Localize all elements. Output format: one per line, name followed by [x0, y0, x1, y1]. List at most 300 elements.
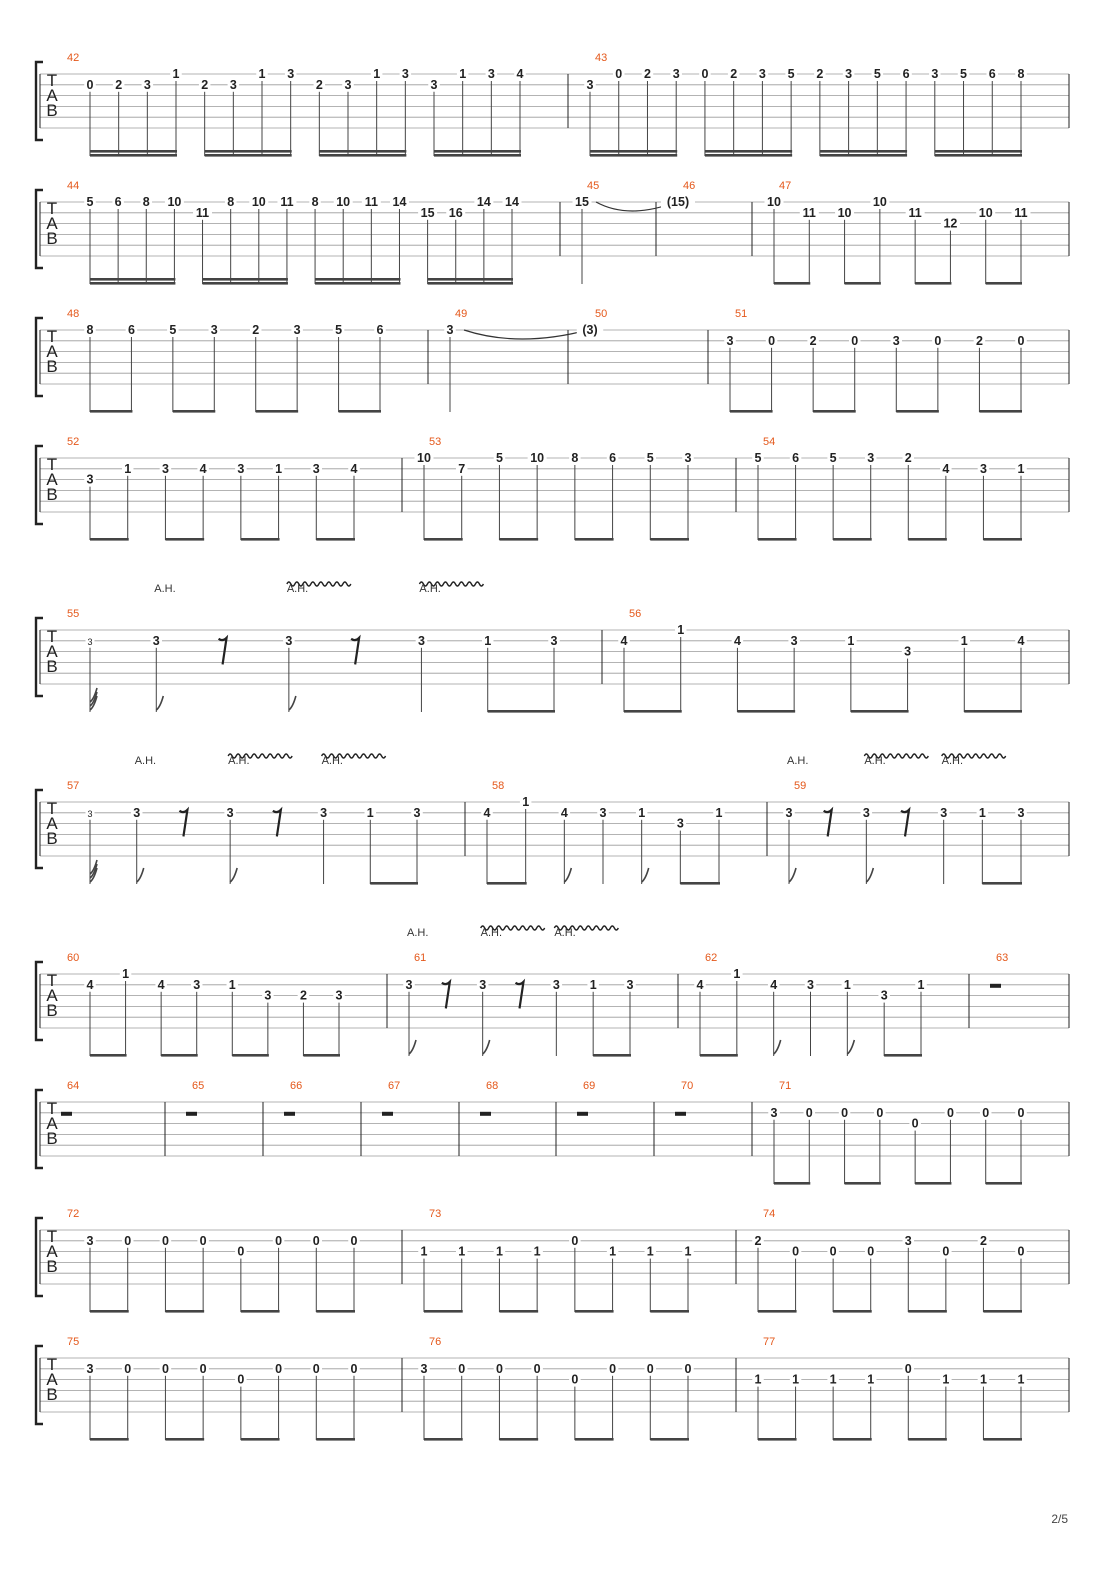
- fret-number: 1: [522, 795, 530, 809]
- fret-number: 10: [417, 451, 431, 465]
- note-flag: [642, 868, 649, 882]
- fret-number: 11: [280, 195, 294, 209]
- beam: [979, 410, 1022, 413]
- measure-number: 60: [67, 952, 80, 964]
- fret-number: 1: [458, 1244, 466, 1259]
- fret-number: 4: [483, 805, 491, 820]
- whole-rest: [284, 1112, 295, 1116]
- fret-number: 3: [1017, 805, 1025, 820]
- tab-clef-letter: A: [46, 342, 58, 361]
- fret-number: 0: [571, 1233, 579, 1248]
- beam: [256, 410, 298, 413]
- beam: [833, 1310, 872, 1313]
- fret-number: 1: [495, 1244, 503, 1259]
- fret-number: 3: [264, 988, 272, 1003]
- fret-number: 3: [335, 988, 343, 1003]
- fret-number: 1: [733, 967, 741, 981]
- fret-number: 3: [293, 323, 301, 337]
- tab-system: [36, 1336, 1069, 1441]
- beam: [434, 154, 521, 157]
- beam: [90, 410, 132, 413]
- tab-clef-letter: A: [46, 1242, 58, 1261]
- fret-number: 0: [615, 67, 623, 81]
- fret-number: 3: [867, 451, 875, 465]
- fret-number: 3: [287, 67, 295, 81]
- fret-number: 3: [193, 977, 201, 992]
- artificial-harmonic-label: A.H.: [419, 583, 441, 595]
- measure-number: 59: [794, 780, 807, 792]
- fret-number: 1: [754, 1372, 762, 1387]
- fret-number: 6: [609, 451, 617, 465]
- fret-number: 1: [646, 1244, 654, 1259]
- fret-number: 0: [495, 1361, 503, 1376]
- fret-number: 0: [237, 1372, 245, 1387]
- fret-number: 6: [902, 67, 910, 81]
- eighth-rest: [273, 810, 281, 837]
- beam: [915, 282, 951, 285]
- fret-number: 0: [161, 1361, 169, 1376]
- fret-number: 3: [979, 461, 987, 476]
- fret-number: 5: [829, 451, 837, 465]
- fret-number: 2: [252, 323, 260, 337]
- fret-number: 3: [626, 977, 634, 992]
- fret-number: 3: [312, 461, 320, 476]
- fret-number: 0: [911, 1116, 919, 1131]
- fret-number: 0: [982, 1105, 990, 1120]
- fret-number: 3: [586, 77, 594, 92]
- beam: [499, 538, 538, 541]
- artificial-harmonic-label: A.H.: [941, 755, 964, 767]
- fret-number: 14: [476, 195, 491, 209]
- beam: [488, 710, 555, 713]
- beam: [575, 1438, 614, 1441]
- fret-number: 0: [312, 1233, 320, 1248]
- beam: [203, 278, 288, 281]
- fret-number: 3: [161, 461, 169, 476]
- fret-number: 3: [892, 333, 900, 348]
- tab-system: [36, 308, 1069, 413]
- beam: [935, 150, 1022, 153]
- fret-number: 3: [446, 323, 454, 337]
- beam: [315, 282, 400, 285]
- fret-number: 1: [1017, 461, 1025, 476]
- beam: [884, 1054, 922, 1057]
- fret-number: 4: [199, 461, 207, 476]
- fret-number: 2: [979, 1233, 987, 1248]
- fret-number: 10: [251, 195, 266, 209]
- measure-number: 50: [595, 308, 608, 320]
- fret-number: 1: [609, 1244, 617, 1259]
- fret-number: 3: [405, 977, 413, 992]
- fret-number: 3: [420, 1361, 428, 1376]
- tab-clef-letter: B: [46, 229, 58, 248]
- fret-number: 3: [904, 1233, 912, 1248]
- beam: [90, 1438, 129, 1441]
- beam: [774, 1182, 810, 1185]
- fret-number: 4: [560, 805, 568, 820]
- whole-rest: [577, 1112, 588, 1116]
- measure-number: 57: [67, 780, 80, 792]
- note-flag: [156, 696, 163, 710]
- fret-number: 1: [677, 623, 685, 637]
- fret-number: 0: [161, 1233, 169, 1248]
- note-flag: [483, 1040, 490, 1054]
- measure-number: 55: [67, 608, 80, 620]
- fret-number: 0: [792, 1244, 800, 1259]
- tab-clef-letter: T: [46, 1227, 58, 1246]
- fret-number: 1: [124, 461, 132, 476]
- beam: [964, 710, 1022, 713]
- fret-number: 5: [169, 323, 177, 337]
- beam: [845, 282, 881, 285]
- fret-number: 0: [841, 1105, 849, 1120]
- fret-number: 7: [458, 461, 466, 476]
- fret-number: 0: [458, 1361, 466, 1376]
- beam: [428, 278, 513, 281]
- fret-number: 3: [413, 805, 421, 820]
- artificial-harmonic-label: A.H.: [787, 755, 809, 767]
- beam: [90, 1310, 129, 1313]
- fret-number: 1: [122, 967, 130, 981]
- fret-number: 1: [942, 1372, 950, 1387]
- beam: [705, 150, 792, 153]
- fret-number: 3: [344, 77, 352, 92]
- beam: [303, 1054, 340, 1057]
- beam: [908, 1438, 947, 1441]
- tab-system: [36, 436, 1069, 541]
- measure-number: 71: [779, 1080, 792, 1092]
- beam: [165, 1310, 204, 1313]
- fret-number: 0: [646, 1361, 654, 1376]
- tab-clef-letter: A: [46, 470, 58, 489]
- fret-number: 10: [872, 195, 887, 209]
- beam: [851, 710, 909, 713]
- fret-number: 10: [167, 195, 182, 209]
- note-flag: [137, 868, 144, 882]
- measure-number: 48: [67, 308, 80, 320]
- beam: [915, 1182, 951, 1185]
- tie-arc: [464, 330, 588, 339]
- fret-number: 1: [533, 1244, 541, 1259]
- artificial-harmonic-label: A.H.: [154, 583, 176, 595]
- beam: [590, 154, 677, 157]
- whole-rest: [675, 1112, 686, 1116]
- measure-number: 51: [735, 308, 748, 320]
- beam: [424, 1310, 463, 1313]
- beam: [165, 538, 204, 541]
- fret-number: 5: [646, 451, 654, 465]
- beam: [205, 154, 292, 157]
- fret-number: 14: [392, 195, 407, 209]
- beam: [730, 410, 773, 413]
- whole-rest: [480, 1112, 491, 1116]
- fret-number: 3: [684, 451, 692, 465]
- fret-number: 6: [376, 323, 384, 337]
- eighth-rest: [824, 810, 832, 837]
- tab-clef-letter: T: [46, 627, 58, 646]
- note-flag: [289, 696, 296, 710]
- tab-system: [36, 582, 1069, 713]
- fret-number: 3: [785, 805, 793, 820]
- beam: [316, 538, 355, 541]
- fret-number: 3: [87, 808, 93, 819]
- whole-rest: [382, 1112, 393, 1116]
- measure-number: 72: [67, 1208, 80, 1220]
- fret-number: 1: [258, 67, 266, 81]
- measure-number: 70: [681, 1080, 694, 1092]
- measure-number: 54: [763, 436, 776, 448]
- measure-number: 53: [429, 436, 442, 448]
- fret-number: 1: [638, 805, 646, 820]
- fret-number: 4: [157, 977, 165, 992]
- fret-number: 3: [880, 988, 888, 1003]
- fret-number: 4: [696, 977, 704, 992]
- fret-number: 3: [676, 816, 684, 831]
- fret-number: 0: [350, 1233, 358, 1248]
- fret-number: 3: [86, 1361, 94, 1376]
- beam: [908, 1310, 947, 1313]
- note-flag: [789, 868, 796, 882]
- beam: [90, 278, 175, 281]
- measure-number: 65: [192, 1080, 205, 1092]
- beam: [624, 710, 682, 713]
- beam: [575, 538, 614, 541]
- fret-number: 3: [599, 805, 607, 820]
- beam: [650, 1438, 689, 1441]
- tab-system: [36, 926, 1069, 1057]
- artificial-harmonic-label: A.H.: [134, 755, 157, 767]
- fret-number: 3: [143, 77, 151, 92]
- artificial-harmonic-label: A.H.: [286, 583, 309, 595]
- beam: [90, 150, 177, 153]
- beam: [986, 1182, 1022, 1185]
- beam: [982, 882, 1022, 885]
- tab-clef-letter: B: [46, 357, 58, 376]
- fret-number: 11: [908, 205, 922, 220]
- fret-number: 0: [934, 333, 942, 348]
- fret-number: 3: [430, 77, 438, 92]
- measure-number: 64: [67, 1080, 80, 1092]
- fret-number: 1: [829, 1372, 837, 1387]
- beam: [173, 410, 215, 413]
- fret-number: 3: [401, 67, 409, 81]
- tab-clef-letter: A: [46, 86, 58, 105]
- artificial-harmonic-label: A.H.: [228, 755, 250, 767]
- whole-rest: [61, 1112, 72, 1116]
- fret-number: 4: [942, 461, 950, 476]
- beam: [774, 282, 810, 285]
- beam: [205, 150, 292, 153]
- fret-number: 6: [988, 67, 996, 81]
- tab-clef-letter: T: [46, 71, 58, 90]
- fret-number: 12: [943, 216, 958, 231]
- measure-number: 45: [587, 180, 600, 192]
- fret-number: 3: [904, 644, 912, 659]
- eighth-rest: [351, 638, 359, 665]
- fret-number: 4: [733, 633, 741, 648]
- measure-number: 58: [492, 780, 505, 792]
- fret-number: 8: [1017, 67, 1025, 81]
- fret-number: 6: [127, 323, 135, 337]
- tab-clef-letter: T: [46, 971, 58, 990]
- fret-number: 0: [533, 1361, 541, 1376]
- fret-number: 11: [802, 205, 816, 220]
- artificial-harmonic-label: A.H.: [480, 927, 503, 939]
- artificial-harmonic-label: A.H.: [554, 927, 576, 939]
- fret-number: 0: [275, 1361, 283, 1376]
- fret-number: 1: [459, 67, 467, 81]
- tab-clef-letter: B: [46, 485, 58, 504]
- tab-clef-letter: T: [46, 199, 58, 218]
- beam: [983, 538, 1022, 541]
- fret-number: 1: [867, 1372, 875, 1387]
- beam: [499, 1438, 538, 1441]
- note-flag: [774, 1040, 781, 1054]
- fret-number: 3: [285, 633, 293, 648]
- tab-clef-letter: A: [46, 814, 58, 833]
- tab-clef-letter: B: [46, 1129, 58, 1148]
- eighth-rest: [442, 982, 450, 1009]
- beam: [593, 1054, 631, 1057]
- beam: [986, 282, 1022, 285]
- fret-number: 3: [790, 633, 798, 648]
- fret-number: 0: [124, 1233, 132, 1248]
- fret-number: 2: [643, 67, 651, 81]
- fret-number: 15: [420, 205, 435, 220]
- eighth-rest: [516, 982, 524, 1009]
- eighth-rest: [179, 810, 187, 837]
- fret-number: 0: [237, 1244, 245, 1259]
- fret-number: 0: [876, 1105, 884, 1120]
- beam: [424, 1438, 463, 1441]
- tab-clef-letter: A: [46, 214, 58, 233]
- beam: [319, 154, 406, 157]
- fret-number: 4: [1017, 633, 1025, 648]
- fret-number: (3): [582, 323, 598, 337]
- fret-number: 5: [86, 195, 94, 209]
- fret-number: 3: [87, 636, 93, 647]
- whole-rest: [990, 984, 1001, 988]
- beam: [590, 150, 677, 153]
- fret-number: 3: [758, 67, 766, 81]
- beam: [896, 410, 939, 413]
- fret-number: 1: [172, 67, 180, 81]
- beam: [680, 882, 720, 885]
- fret-number: 6: [792, 451, 800, 465]
- fret-number: 4: [770, 977, 778, 992]
- fret-number: 0: [571, 1372, 579, 1387]
- fret-number: 8: [311, 195, 319, 209]
- note-flag: [866, 868, 873, 882]
- fret-number: 1: [373, 67, 381, 81]
- fret-number: 1: [979, 1372, 987, 1387]
- tab-clef-letter: T: [46, 799, 58, 818]
- fret-number: 3: [807, 977, 814, 992]
- measure-number: 68: [486, 1080, 499, 1092]
- fret-number: 1: [715, 805, 723, 820]
- fret-number: 3: [237, 461, 245, 476]
- beam: [339, 410, 381, 413]
- measure-number: 52: [67, 436, 80, 448]
- fret-number: 3: [552, 977, 560, 992]
- fret-number: 1: [792, 1372, 800, 1387]
- beam: [370, 882, 418, 885]
- beam: [935, 154, 1022, 157]
- measure-number: 61: [414, 952, 427, 964]
- fret-number: 0: [1017, 1244, 1025, 1259]
- fret-number: 1: [917, 977, 925, 992]
- beam: [833, 538, 872, 541]
- measure-number: 69: [583, 1080, 596, 1092]
- fret-number: 0: [124, 1361, 132, 1376]
- beam: [499, 1310, 538, 1313]
- beam: [700, 1054, 738, 1057]
- measure-number: 62: [705, 952, 718, 964]
- fret-number: 3: [320, 805, 328, 820]
- beam: [705, 154, 792, 157]
- eighth-rest: [219, 638, 227, 665]
- beam: [316, 1438, 355, 1441]
- fret-number: 1: [275, 461, 283, 476]
- artificial-harmonic-label: A.H.: [321, 755, 343, 767]
- measure-number: 56: [629, 608, 642, 620]
- tab-clef-letter: T: [46, 327, 58, 346]
- beam: [90, 154, 177, 157]
- fret-number: 0: [829, 1244, 837, 1259]
- artificial-harmonic-label: A.H.: [407, 927, 429, 939]
- fret-number: 4: [86, 977, 94, 992]
- fret-number: 5: [787, 67, 795, 81]
- fret-number: 0: [805, 1105, 813, 1120]
- beam: [428, 282, 513, 285]
- fret-number: 3: [770, 1105, 778, 1120]
- fret-number: 3: [226, 805, 234, 820]
- fret-number: 3: [210, 323, 218, 337]
- fret-number: 0: [199, 1361, 207, 1376]
- fret-number: 5: [960, 67, 968, 81]
- fret-number: 3: [931, 67, 939, 81]
- fret-number: 11: [195, 205, 210, 220]
- tab-clef-letter: T: [46, 1099, 58, 1118]
- fret-number: 4: [350, 461, 358, 476]
- whole-rest: [186, 1112, 197, 1116]
- beam: [434, 150, 521, 153]
- fret-number: 16: [448, 205, 463, 220]
- tab-clef-letter: A: [46, 642, 58, 661]
- fret-number: 0: [768, 333, 776, 348]
- beam: [161, 1054, 198, 1057]
- beam: [487, 882, 527, 885]
- note-flag: [564, 868, 571, 882]
- fret-number: 1: [843, 977, 851, 992]
- fret-number: 15: [575, 195, 589, 209]
- fret-number: 2: [730, 67, 738, 81]
- tab-clef-letter: A: [46, 1370, 58, 1389]
- fret-number: 1: [960, 633, 968, 648]
- fret-number: 2: [754, 1233, 762, 1248]
- tab-system: [36, 1080, 1069, 1185]
- tab-system: [36, 52, 1069, 157]
- fret-number: (15): [666, 195, 690, 209]
- fret-number: 2: [115, 77, 123, 92]
- tab-system: [36, 1208, 1069, 1313]
- fret-number: 3: [86, 1233, 94, 1248]
- measure-number: 43: [595, 52, 608, 64]
- beam: [575, 1310, 614, 1313]
- fret-number: 0: [904, 1361, 912, 1376]
- fret-number: 0: [609, 1361, 617, 1376]
- fret-number: 3: [479, 977, 487, 992]
